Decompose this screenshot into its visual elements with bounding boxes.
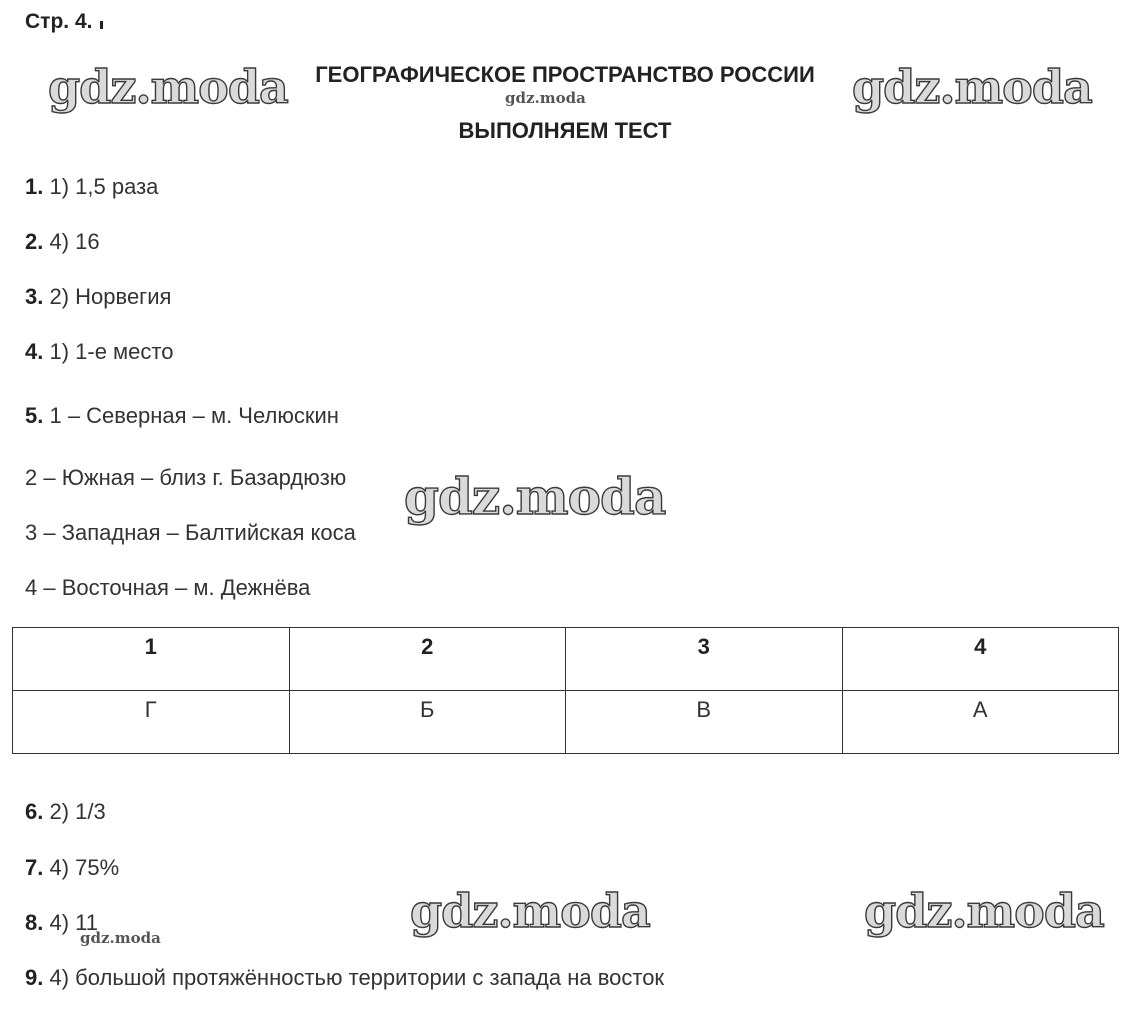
answer-5 bbox=[25, 403, 339, 429]
answer-text: 2) Норвегия bbox=[43, 284, 172, 309]
table-cell: Б bbox=[289, 691, 566, 754]
answer-text: 2) 1/3 bbox=[43, 799, 106, 824]
answer-text: 2 – Южная – близ г. Базардюзю bbox=[25, 465, 347, 490]
watermark-logo: gdz.moda bbox=[48, 60, 288, 114]
answer-number: 5. bbox=[25, 403, 44, 428]
answer-text: 3 – Западная – Балтийская коса bbox=[25, 520, 356, 545]
watermark-logo: gdz.moda bbox=[852, 60, 1092, 114]
table-header-cell: 3 bbox=[566, 628, 843, 691]
answer-number: 3. bbox=[25, 284, 44, 309]
answer-number: 7. bbox=[25, 855, 44, 880]
page-subtitle: ВЫПОЛНЯЕМ ТЕСТ bbox=[458, 118, 672, 143]
table-row bbox=[13, 691, 1119, 754]
answer-5-line-3 bbox=[25, 520, 356, 546]
answer-number: 6. bbox=[25, 799, 44, 824]
answer-5-line-4 bbox=[25, 575, 310, 601]
watermark-logo: gdz.moda bbox=[864, 884, 1104, 938]
answer-1 bbox=[25, 174, 158, 200]
answer-text: 4) 11 bbox=[43, 910, 98, 935]
table-header-row bbox=[13, 628, 1119, 691]
answer-text: 1) 1,5 раза bbox=[43, 174, 159, 199]
answer-number: 8. bbox=[25, 910, 44, 935]
page-label bbox=[25, 10, 103, 34]
table-cell: В bbox=[566, 691, 843, 754]
answer-5-line-2 bbox=[25, 465, 346, 491]
answer-4 bbox=[25, 339, 173, 365]
watermark-small: gdz.moda bbox=[80, 929, 161, 947]
answer-text: 1) 1-е место bbox=[43, 339, 174, 364]
answer-text: 4) 16 bbox=[43, 229, 100, 254]
table-cell: А bbox=[842, 691, 1119, 754]
answer-2 bbox=[25, 229, 100, 255]
page-label-mark bbox=[100, 21, 103, 29]
watermark-small: gdz.moda bbox=[505, 89, 586, 107]
watermark-logo: gdz.moda bbox=[404, 467, 666, 526]
answer-9 bbox=[25, 965, 664, 991]
table-header-cell: 4 bbox=[842, 628, 1119, 691]
answer-table bbox=[12, 627, 1119, 754]
answer-3 bbox=[25, 284, 171, 310]
table-header-cell: 1 bbox=[13, 628, 290, 691]
answer-7 bbox=[25, 855, 119, 881]
answer-number: 9. bbox=[25, 965, 44, 990]
table-header-cell: 2 bbox=[289, 628, 566, 691]
page-label-text: Стр. 4. bbox=[25, 10, 93, 33]
page-title: ГЕОГРАФИЧЕСКОЕ ПРОСТРАНСТВО РОССИИ bbox=[315, 62, 815, 87]
answer-text: 4) 75% bbox=[43, 855, 120, 880]
table-cell: Г bbox=[13, 691, 290, 754]
answer-number: 1. bbox=[25, 174, 44, 199]
watermark-logo: gdz.moda bbox=[410, 884, 650, 938]
answer-number: 4. bbox=[25, 339, 44, 364]
answer-text: 1 – Северная – м. Челюскин bbox=[43, 403, 339, 428]
answer-text: 4) большой протяжённостью территории с запада на восток bbox=[43, 965, 665, 990]
answer-number: 2. bbox=[25, 229, 44, 254]
answer-6 bbox=[25, 799, 106, 825]
answer-text: 4 – Восточная – м. Дежнёва bbox=[25, 575, 311, 600]
